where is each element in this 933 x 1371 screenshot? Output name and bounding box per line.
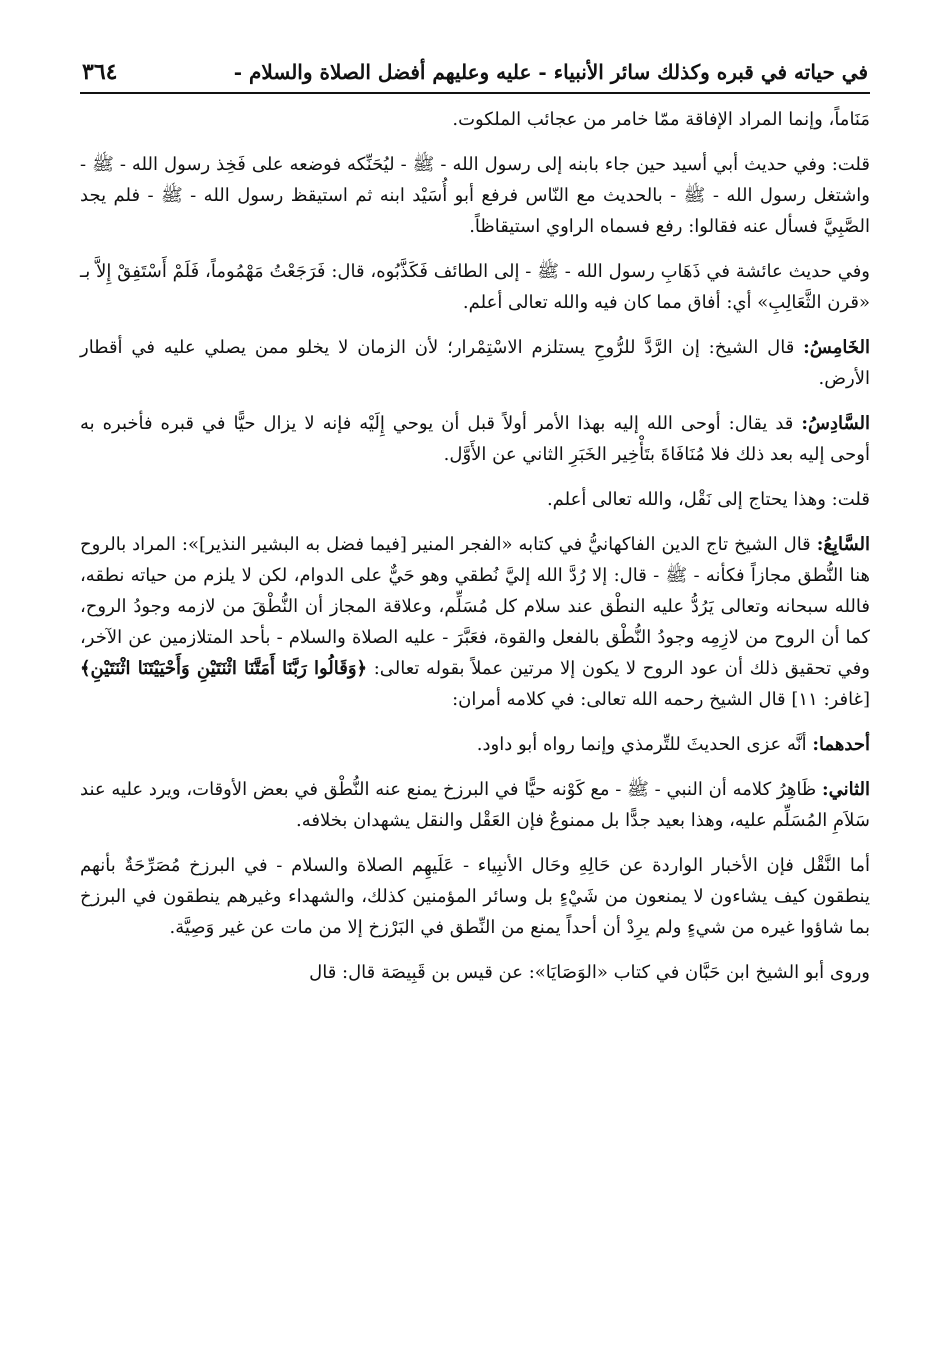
running-header: [80, 58, 870, 90]
section-term: أحدهما:: [812, 734, 870, 755]
header-rule: [80, 92, 870, 94]
section-term: السَّابِعُ:: [816, 534, 870, 555]
paragraph-text: مَنَاماً، وإنما المراد الإفاقة ممّا خامر من عجائب الملكوت.: [452, 109, 870, 130]
paragraph: [80, 729, 870, 760]
paragraph-text: أما النَّقْل فإن الأخبار الواردة عن حَالِهِ وحَال الأنبِياء - عَلَيهِم الصلاة والسلام - في البرزخ مُصَرِّحَةٌ بأنهم ينطقون كيف يشاءون لا يمنعون من شَيْءٍ بل وسائر المؤمنين كذلك، والشهداء وغيرهم ينطقون في البرزخ بما شاؤوا غيره من شيءٍ ولم يرِدْ أن أحداً يمنع من النِّطق في البَرْزخ إلا من مات عن غير وَصِيَّة.: [80, 855, 870, 938]
paragraph-text: قلت: وهذا يحتاج إلى نَقْل، والله تعالى أعلم.: [546, 489, 870, 510]
section-term: الخَامِسُ:: [803, 337, 870, 358]
paragraph: [80, 104, 870, 135]
paragraph-text: وروى أبو الشيخ ابن حَبَّان في كتاب «الوَصَايَا»: عن قيس بن قَبِيصَة قال: قال: [309, 962, 870, 983]
paragraph: [80, 332, 870, 394]
quran-quote: ﴿وَقَالُوا رَبَّنَا أَمَتَّنَا اثْنَتَيْنِ وَأَحْيَيْتَنَا اثْنَتَيْنِ﴾: [80, 658, 368, 679]
paragraph-text: قد يقال: أوحى الله إليه بهذا الأمر أولاً قبل أن يوحي إِلَيْه فإنه لا يزال حيًّا في قبره فأخبره به أوحى إليه بعد ذلك فلا مُنَافَاةَ بتَأْخِير الخَبَرِ الثاني عن الأَوَّل.: [80, 413, 870, 465]
paragraph: [80, 149, 870, 242]
paragraph-text: أنَّه عزى الحديثَ للتِّرمذي وإنما رواه أبو داود.: [476, 734, 807, 755]
paragraph: [80, 774, 870, 836]
section-term: الثاني:: [821, 779, 870, 800]
paragraph: [80, 957, 870, 988]
paragraph-text: قال الشيخ تاج الدين الفاكهانيُّ في كتابه «الفجر المنير [فيما فضل به البشير النذير]»: المراد بالروح هنا النُّطق مجازاً فكأنه - ﷺ - قال: إلا رُدَّ الله إليَّ نُطقي وهو حَيٌّ على الدوام، لكن لا يلزم من حياته نطقه، فالله سبحانه وتعالى يَرُدُّ عليه النطْق عند سلام كل مُسَلِّم، وعلاقة المجاز أن النُّطْقَ من لازمه وجودُ الروح، كما أن الروح من لازِمِه وجودُ النُّطْق بالفعل والقوة، فعَبَّرَ - عليه الصلاة والسلام - بأحد المتلازمين عن الآخر، وفي تحقيق ذلك أن عود الروح لا يكون إلا مرتين عملاً بقوله تعالى:: [80, 534, 870, 679]
section-term: السَّادِسُ:: [801, 413, 870, 434]
page: [80, 58, 870, 1002]
text-body: [80, 104, 870, 988]
paragraph-text: قلت: وفي حديث أبي أسيد حين جاء بابنه إلى رسول الله - ﷺ - ليُحَنِّكه فوضعه على فَخِذ رسول الله - ﷺ - واشتغل رسول الله - ﷺ - بالحديث مع النّاس فرفع أبو أُسَيْد ابنه ثم استيقظ رسول الله - ﷺ - فلم يجد الصَّبِيَّ فسأل عنه فقالوا: رفع فسماه الراوي استيقاظاً.: [80, 154, 870, 237]
paragraph: [80, 256, 870, 318]
paragraph-text: وفي حديث عائشة في ذَهَابِ رسول الله - ﷺ - إلى الطائف فَكَذَّبُوه، قال: فَرَجَعْتُ مَهْمُوماً، فَلَمْ أَسْتَفِقْ إِلاَّ بـ «قرن الثَّعَالِبِ» أي: أفاق مما كان فيه والله تعالى أعلم.: [80, 261, 870, 313]
running-title: في حياته في قبره وكذلك سائر الأنبياء - عليه وعليهم أفضل الصلاة والسلام -: [233, 60, 868, 84]
paragraph-tail: [غافر: ١١] قال الشيخ رحمه الله تعالى: في كلامه أمران:: [452, 689, 870, 710]
paragraph-text: ظَاهِرُ كلامه أن النبي - ﷺ - مع كَوْنه حيًّا في البرزخ يمنع عنه النُّطْق في بعض الأوقات، ويرد عليه عند سَلاَمِ المُسَلِّم عليه، وهذا بعيد جدًّا بل ممنوعٌ فإن العَقْل والنقل يشهدان بخلافه.: [80, 779, 870, 831]
paragraph: [80, 408, 870, 470]
paragraph: [80, 529, 870, 715]
paragraph: [80, 484, 870, 515]
page-number: ٣٦٤: [82, 59, 118, 85]
paragraph: [80, 850, 870, 943]
paragraph-text: قال الشيخ: إن الرَّدَّ للرُّوحِ يستلزم الاسْتِمْرار؛ لأن الزمان لا يخلو ممن يصلي عليه في أقطار الأرض.: [80, 337, 870, 389]
